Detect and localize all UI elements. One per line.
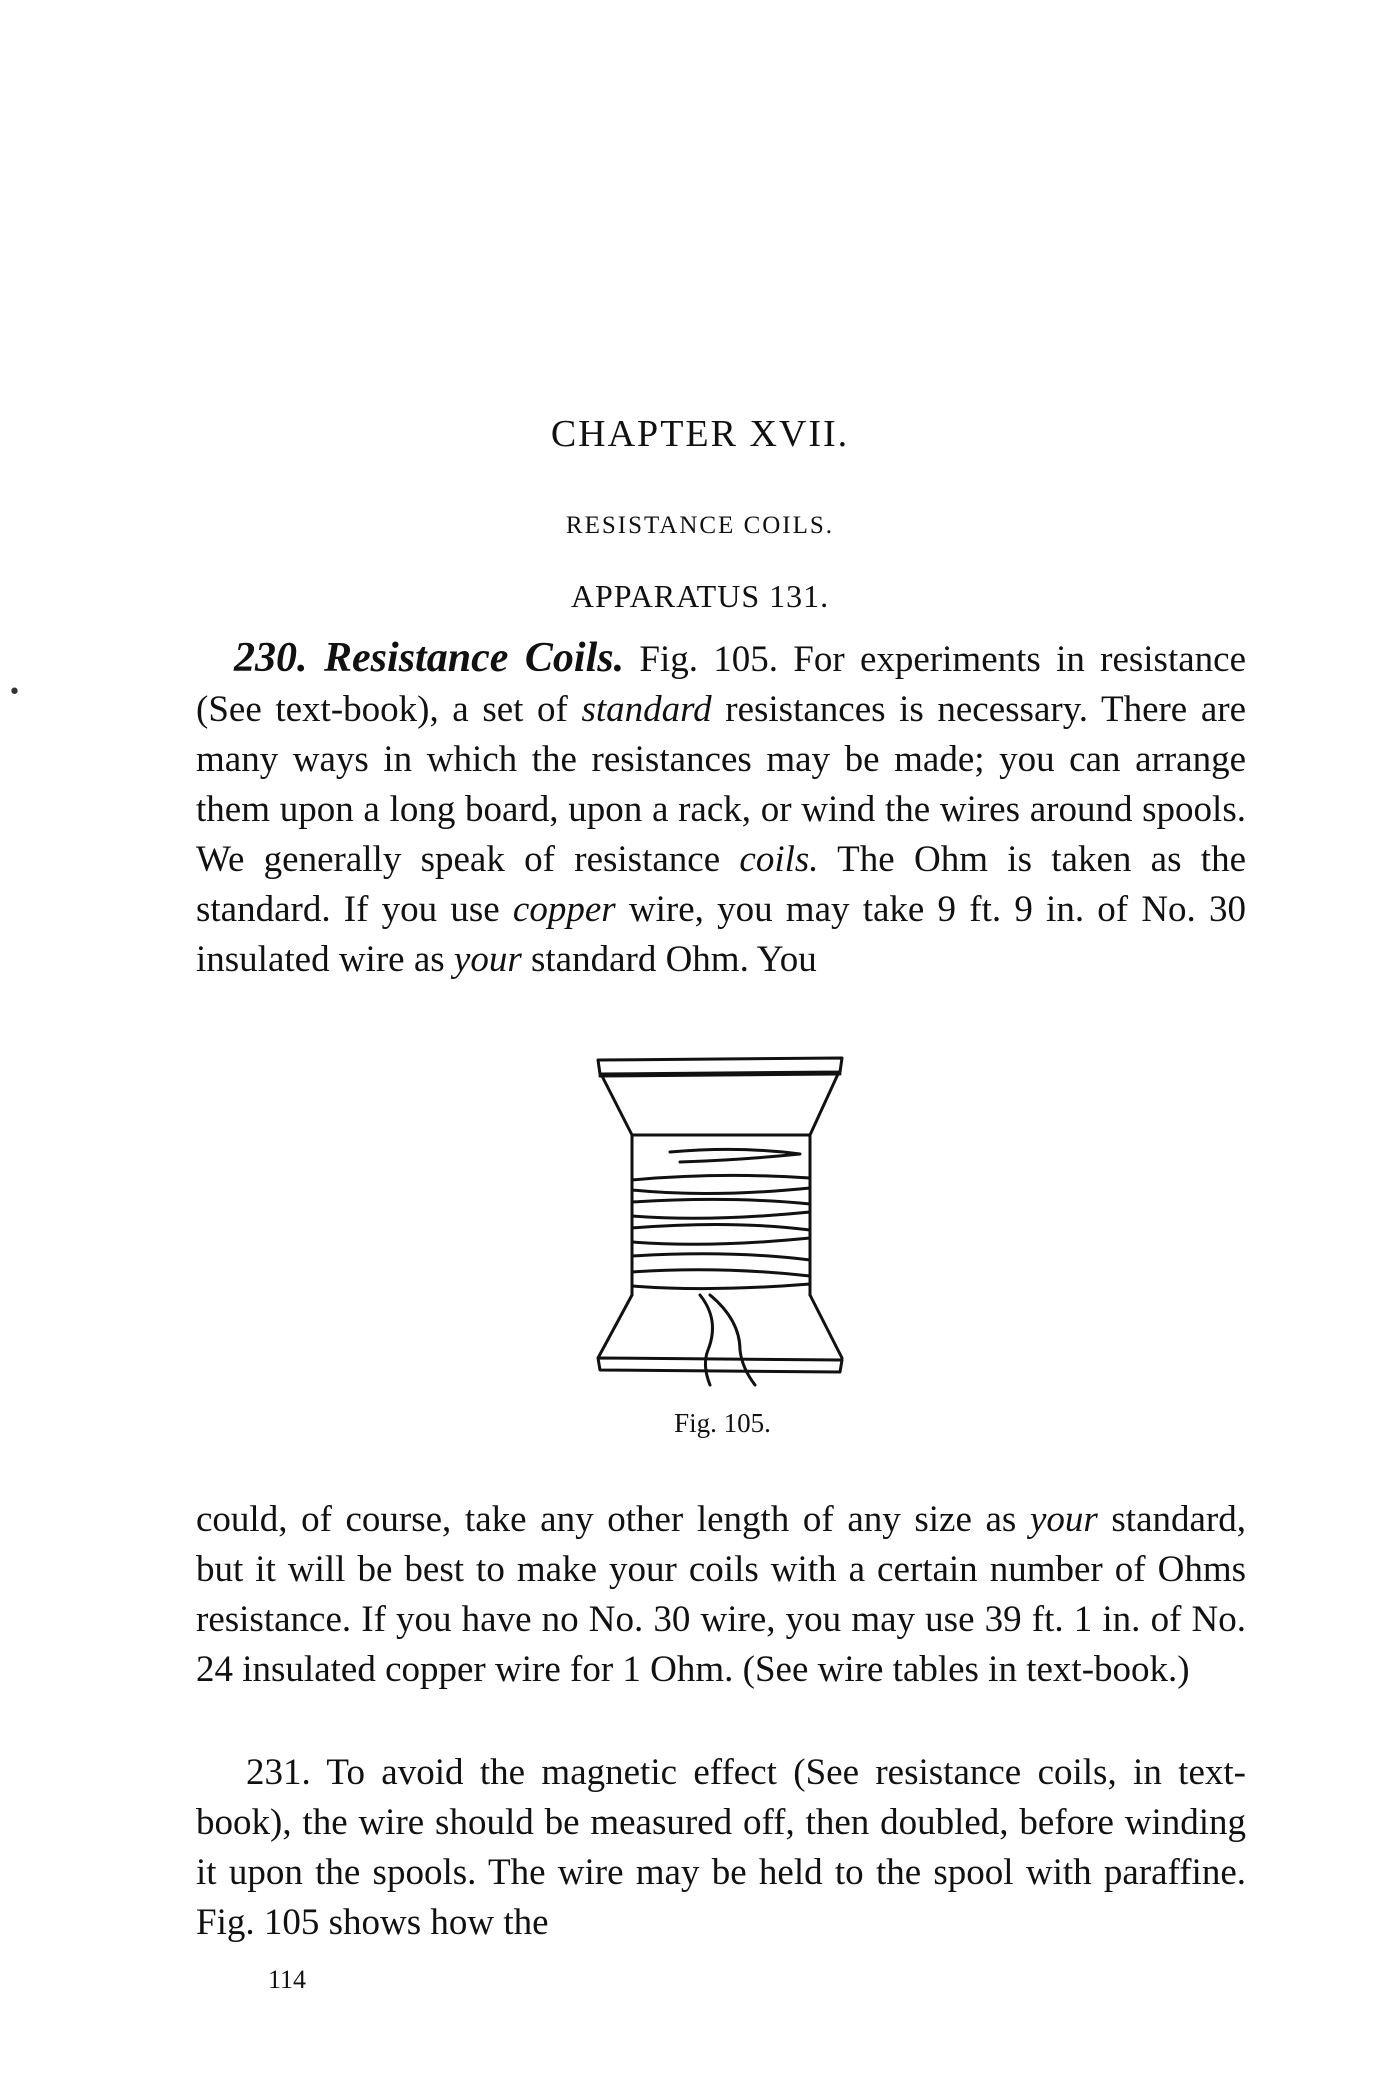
chapter-title: CHAPTER XVII. <box>550 413 850 455</box>
chapter-subtitle: RESISTANCE COILS. <box>565 512 835 539</box>
emphasis-your: your <box>453 939 522 980</box>
paragraph-231: 231. To avoid the magnetic effect (See resistance coils, in text-book), the wire should be measured off, then doubled, before winding it upon the spools. The wire may be held to the spool with paraffine. Fig. 105 shows how the <box>196 1752 1246 1943</box>
emphasis-standard: standard <box>581 689 712 730</box>
margin-mark: • <box>8 680 21 705</box>
paragraph-text: resistances is necessary. There are many ways in which the resistances may be made; you can arrange them upon a long board, upon a rack, or wind the wires around spools. We generally speak of resistance <box>196 689 1246 880</box>
paragraph-230 <box>196 633 1246 985</box>
paragraph-text: standard Ohm. You <box>521 939 817 980</box>
paragraph-text: Fig. 105. For experiments in resistance (See text-book), a set of <box>196 639 1247 730</box>
emphasis-your: your <box>1029 1499 1098 1540</box>
paragraph-continued <box>196 1495 1246 1695</box>
emphasis-coils: coils. <box>739 839 819 880</box>
paragraph-text: standard, but it will be best to make your coils with a certain number of Ohms resistance. If you have no No. 30 wire, you may use 39 ft. 1 in. of No. 24 insulated copper wire for 1 Ohm. (See wire tables in text-book.) <box>196 1499 1246 1690</box>
page-number: 114 <box>268 1965 307 1994</box>
spool-with-wire-icon <box>590 1050 850 1395</box>
figure-caption: Fig. 105. <box>674 1408 771 1438</box>
paragraph-text: could, of course, take any other length of any size as <box>196 1499 1030 1540</box>
emphasis-copper: copper <box>512 889 616 930</box>
paragraph-text: wire, you may take 9 ft. 9 in. of No. 30 insulated wire as <box>196 889 1247 980</box>
paragraph-text: The Ohm is taken as the standard. If you use <box>196 839 1246 930</box>
section-heading: 230. Resistance Coils. <box>234 635 625 681</box>
apparatus-heading: APPARATUS 131. <box>570 578 830 614</box>
